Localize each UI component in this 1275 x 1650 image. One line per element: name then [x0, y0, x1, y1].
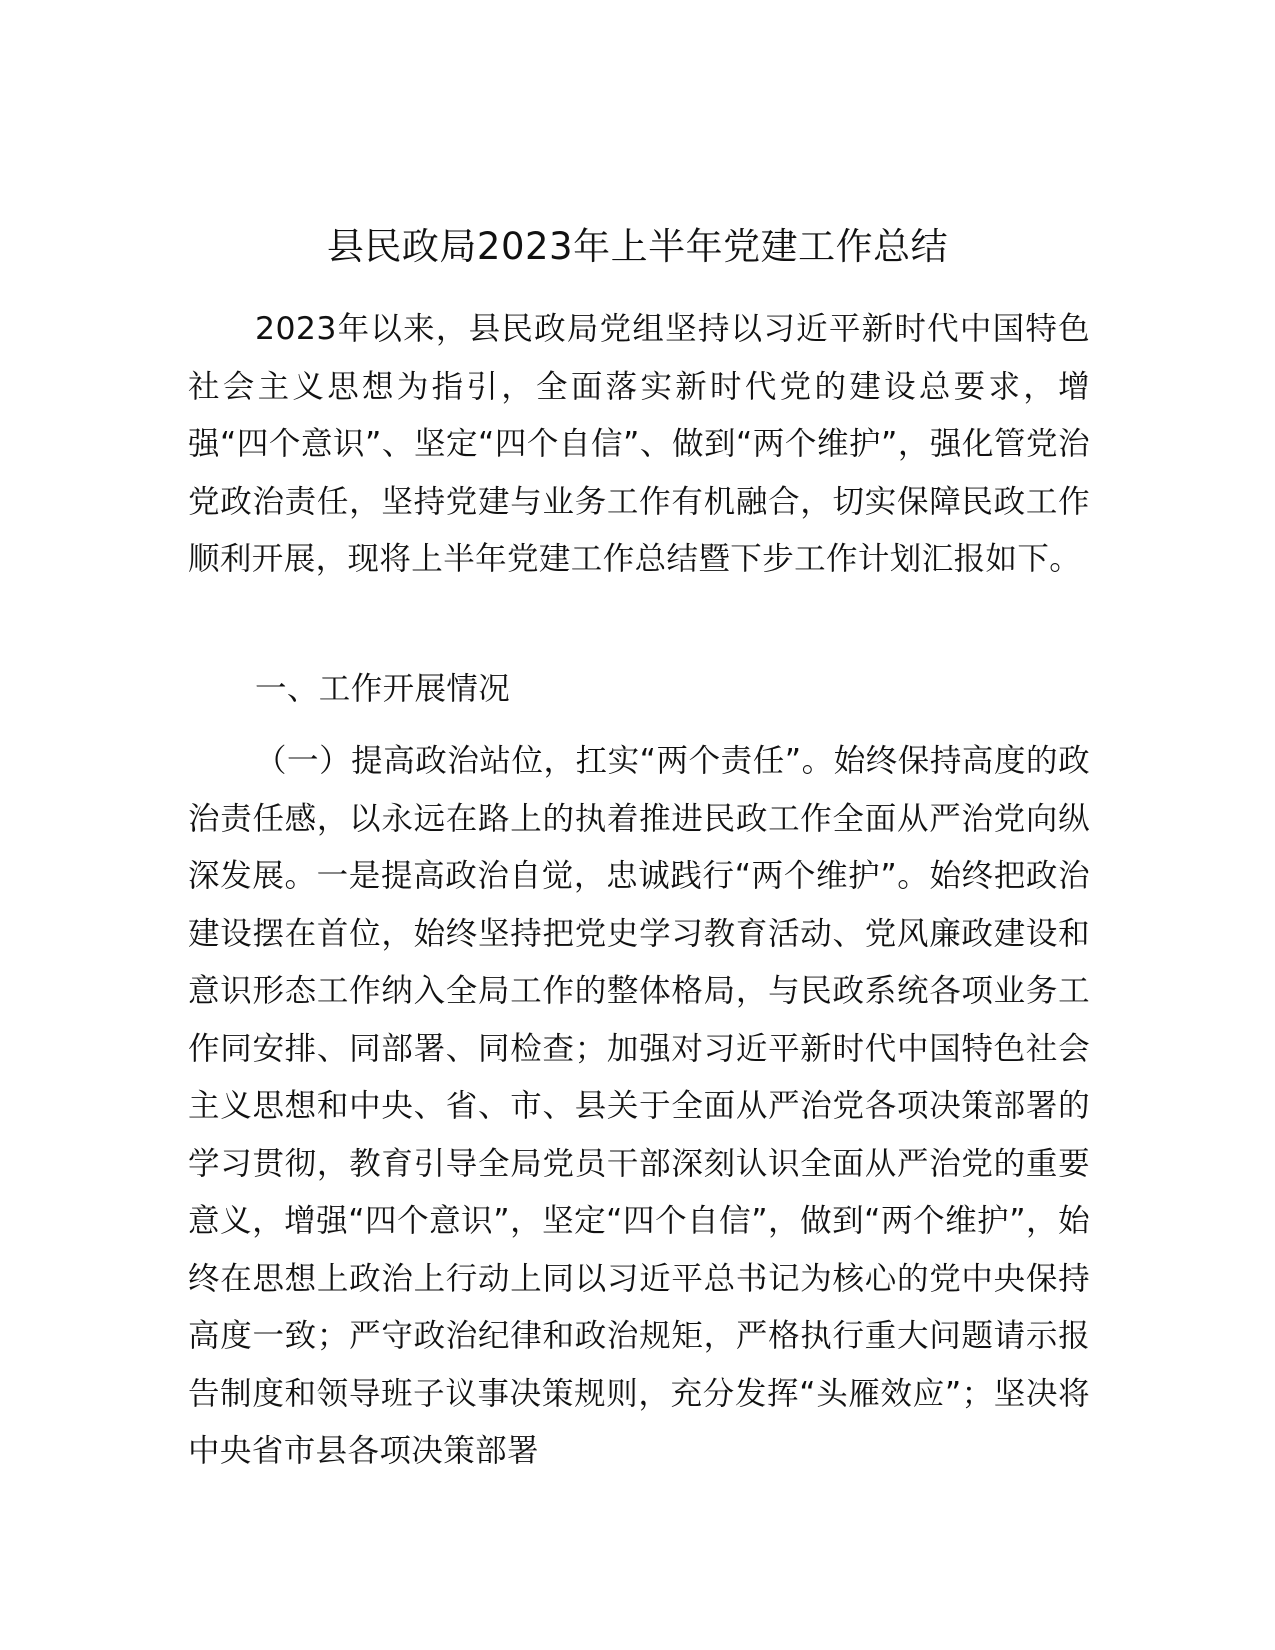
- body-paragraph: （一）提高政治站位，扛实“两个责任”。始终保持高度的政治责任感，以永远在路上的执着推进民政工作全面从严治党向纵深发展。一是提高政治自觉，忠诚践行“两个维护”。始终把政治建设摆在首位，始终坚持把党史学习教育活动、党风廉政建设和意识形态工作纳入全局工作的整体格局，与民政系统各项业务工作同安排、同部署、同检查；加强对习近平新时代中国特色社会主义思想和中央、省、市、县关于全面从严治党各项决策部署的学习贯彻，教育引导全局党员干部深刻认识全面从严治党的重要意义，增强“四个意识”，坚定“四个自信”，做到“两个维护”，始终在思想上政治上行动上同以习近平总书记为核心的党中央保持高度一致；严守政治纪律和政治规矩，严格执行重大问题请示报告制度和领导班子议事决策规则，充分发挥“头雁效应”；坚决将中央省市县各项决策部署: [188, 743, 1090, 1469]
- intro-paragraph: 2023年以来，县民政局党组坚持以习近平新时代中国特色社会主义思想为指引，全面落实新时代党的建设总要求，增强“四个意识”、坚定“四个自信”、做到“两个维护”，强化管党治党政治责任，坚持党建与业务工作有机融合，切实保障民政工作顺利开展，现将上半年党建工作总结暨下步工作计划汇报如下。: [188, 311, 1090, 577]
- section-heading: 一、工作开展情况: [255, 671, 511, 707]
- document-title: 县民政局2023年上半年党建工作总结: [326, 225, 949, 268]
